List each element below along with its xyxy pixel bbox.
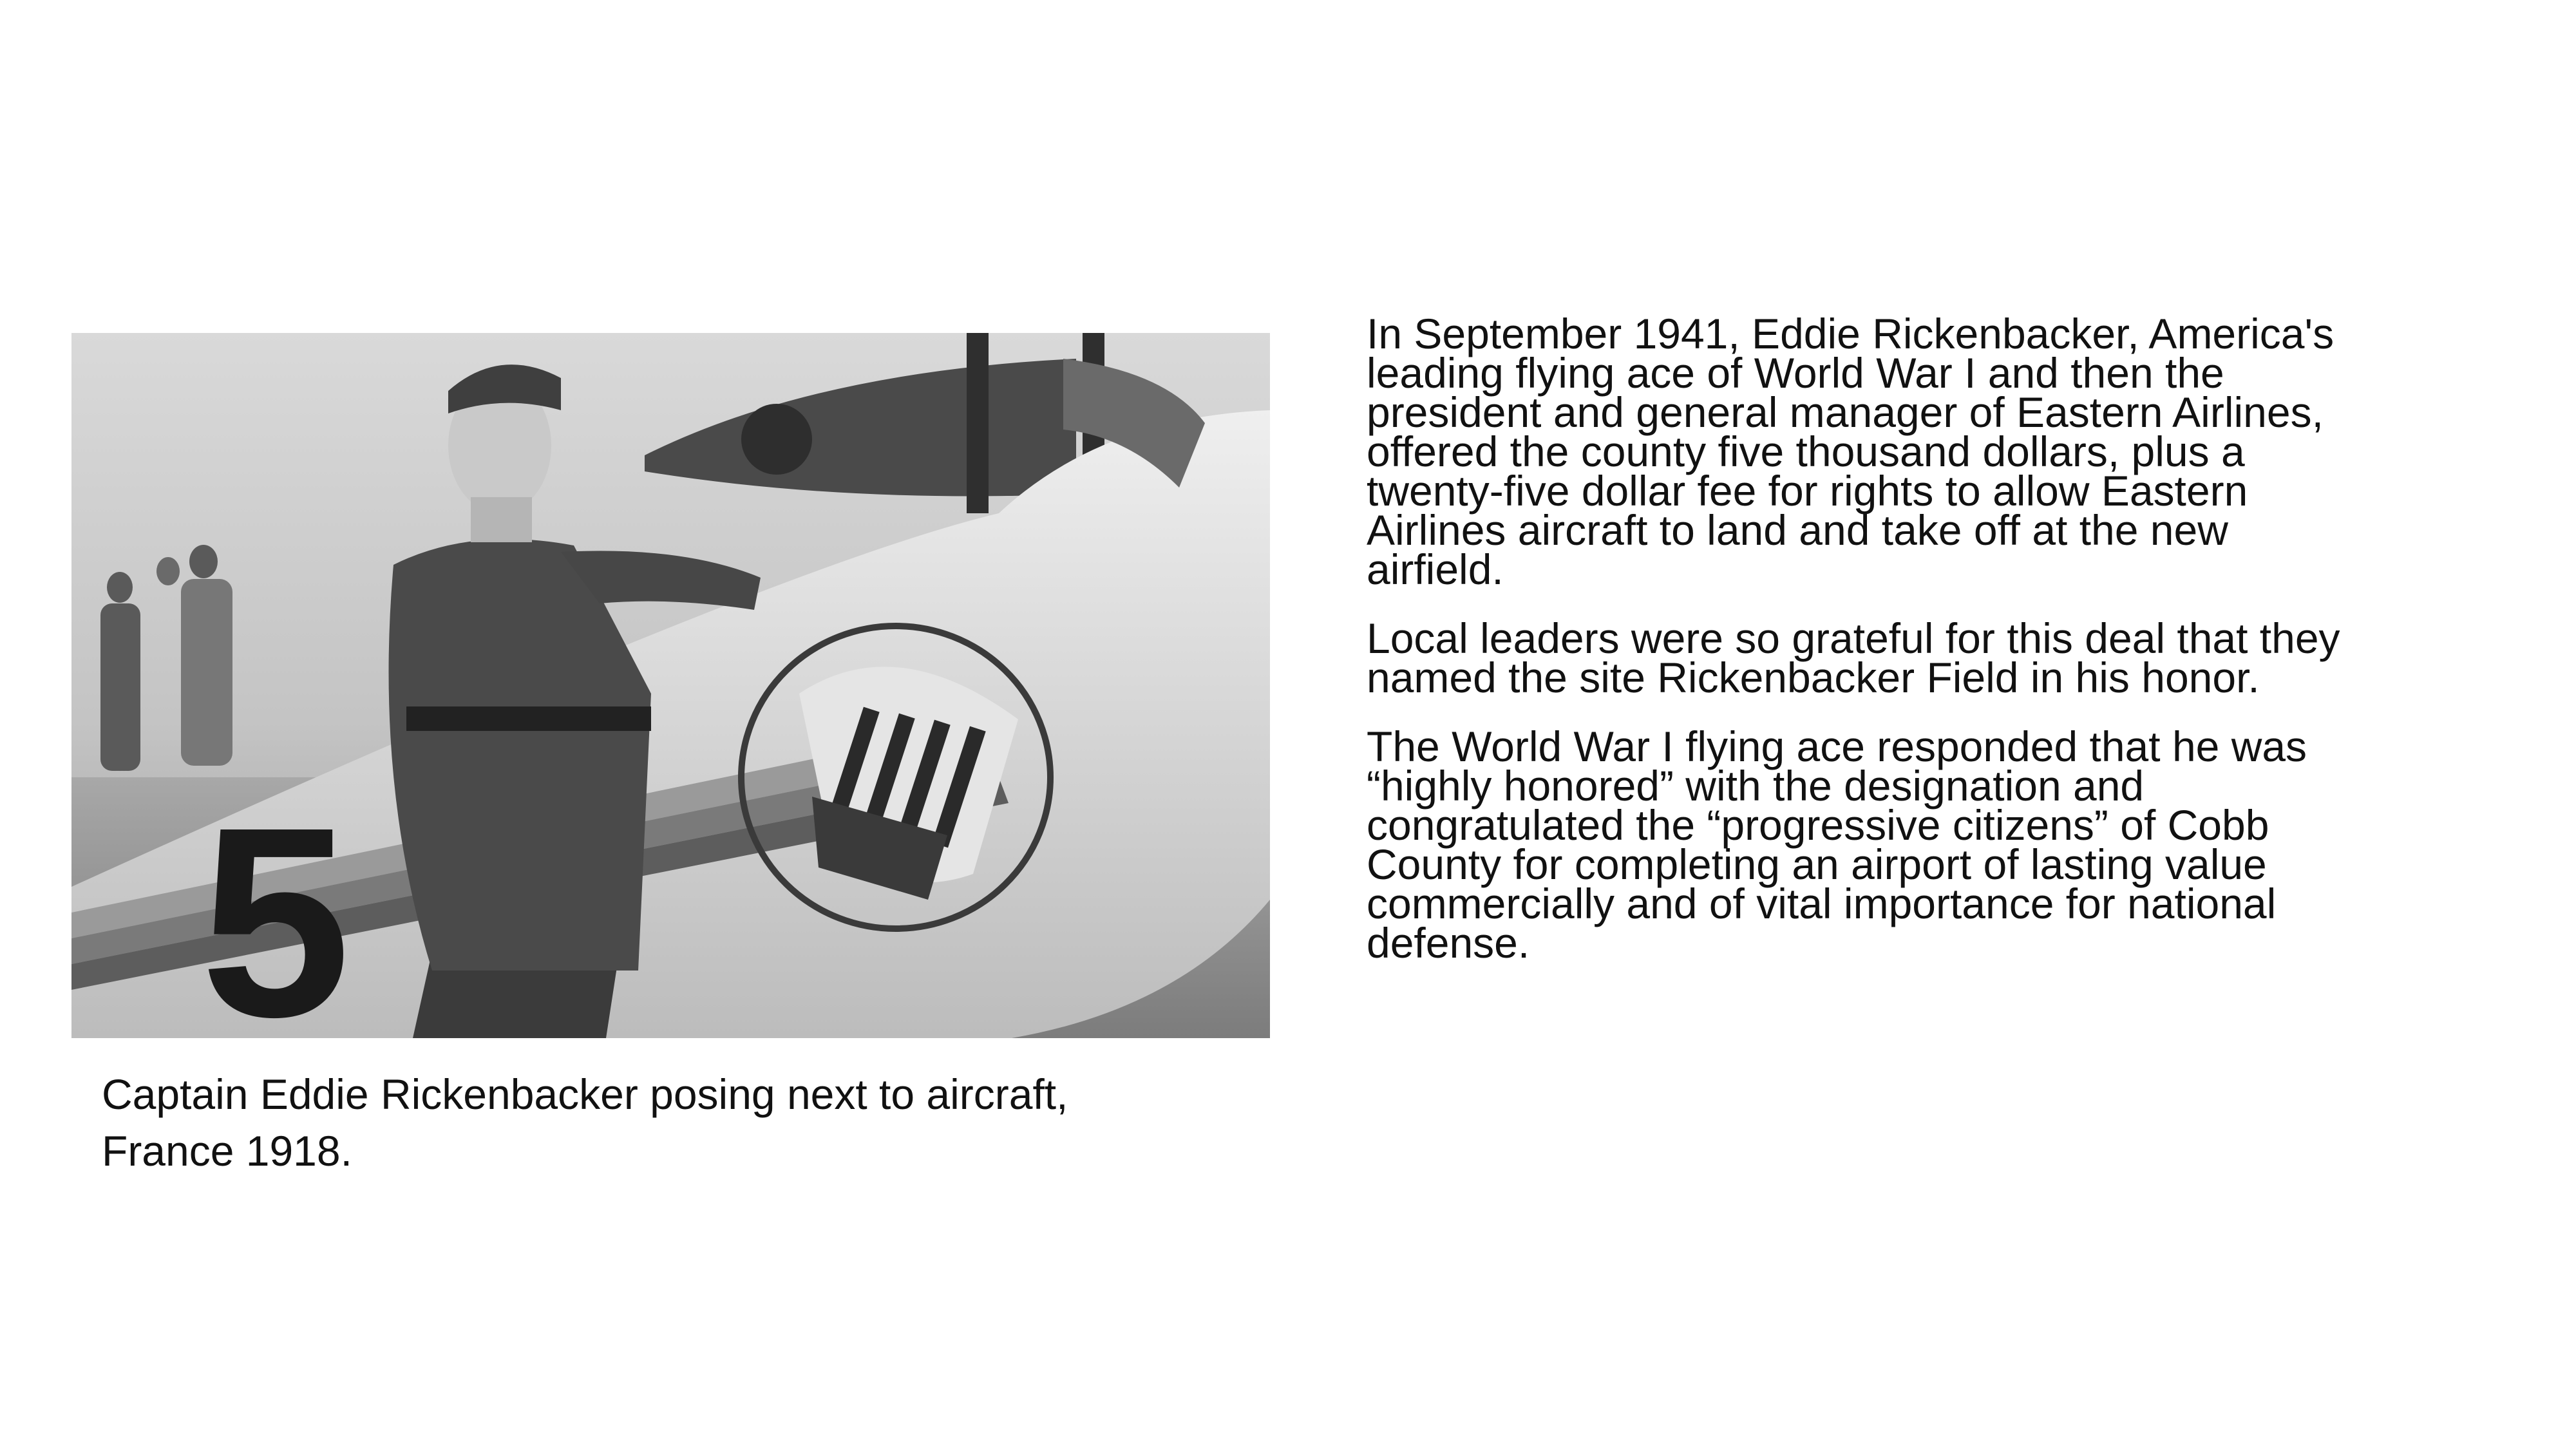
historical-photo [71,333,1270,1038]
text-line: named the site Rickenbacker Field in his honor. [1367,654,2260,701]
text-line: president and general manager of Eastern Airlines, [1367,388,2324,436]
text-line: “highly honored” with the designation and [1367,762,2145,810]
text-line: defense. [1367,919,1530,967]
text-line: In September 1941, Eddie Rickenbacker, America's [1367,310,2334,357]
fuselage-number: 5 [200,772,351,1038]
text-line: commercially and of vital importance for national [1367,880,2277,927]
paragraph-agreement [1367,310,2487,593]
text-line: congratulated the “progressive citizens” of Cobb [1367,801,2269,849]
caption-line: France 1918. [102,1127,352,1175]
photo-illustration [71,333,1270,1038]
photo-caption [102,1066,1197,1179]
text-line: The World War I flying ace responded that he was [1367,723,2307,770]
text-line: offered the county five thousand dollars, plus a [1367,428,2245,475]
paragraph-naming [1367,614,2487,701]
text-line: airfield. [1367,545,1504,593]
text-line: Airlines aircraft to land and take off at the new [1367,506,2228,554]
paragraph-response [1367,723,2487,967]
text-line: County for completing an airport of lasting value [1367,840,2267,888]
caption-line: Captain Eddie Rickenbacker posing next to aircraft, [102,1070,1068,1118]
text-line: Local leaders were so grateful for this deal that they [1367,614,2340,662]
text-line: twenty-five dollar fee for rights to allow Eastern [1367,467,2248,515]
body-text [1367,310,2487,992]
text-line: leading flying ace of World War I and then the [1367,349,2224,397]
